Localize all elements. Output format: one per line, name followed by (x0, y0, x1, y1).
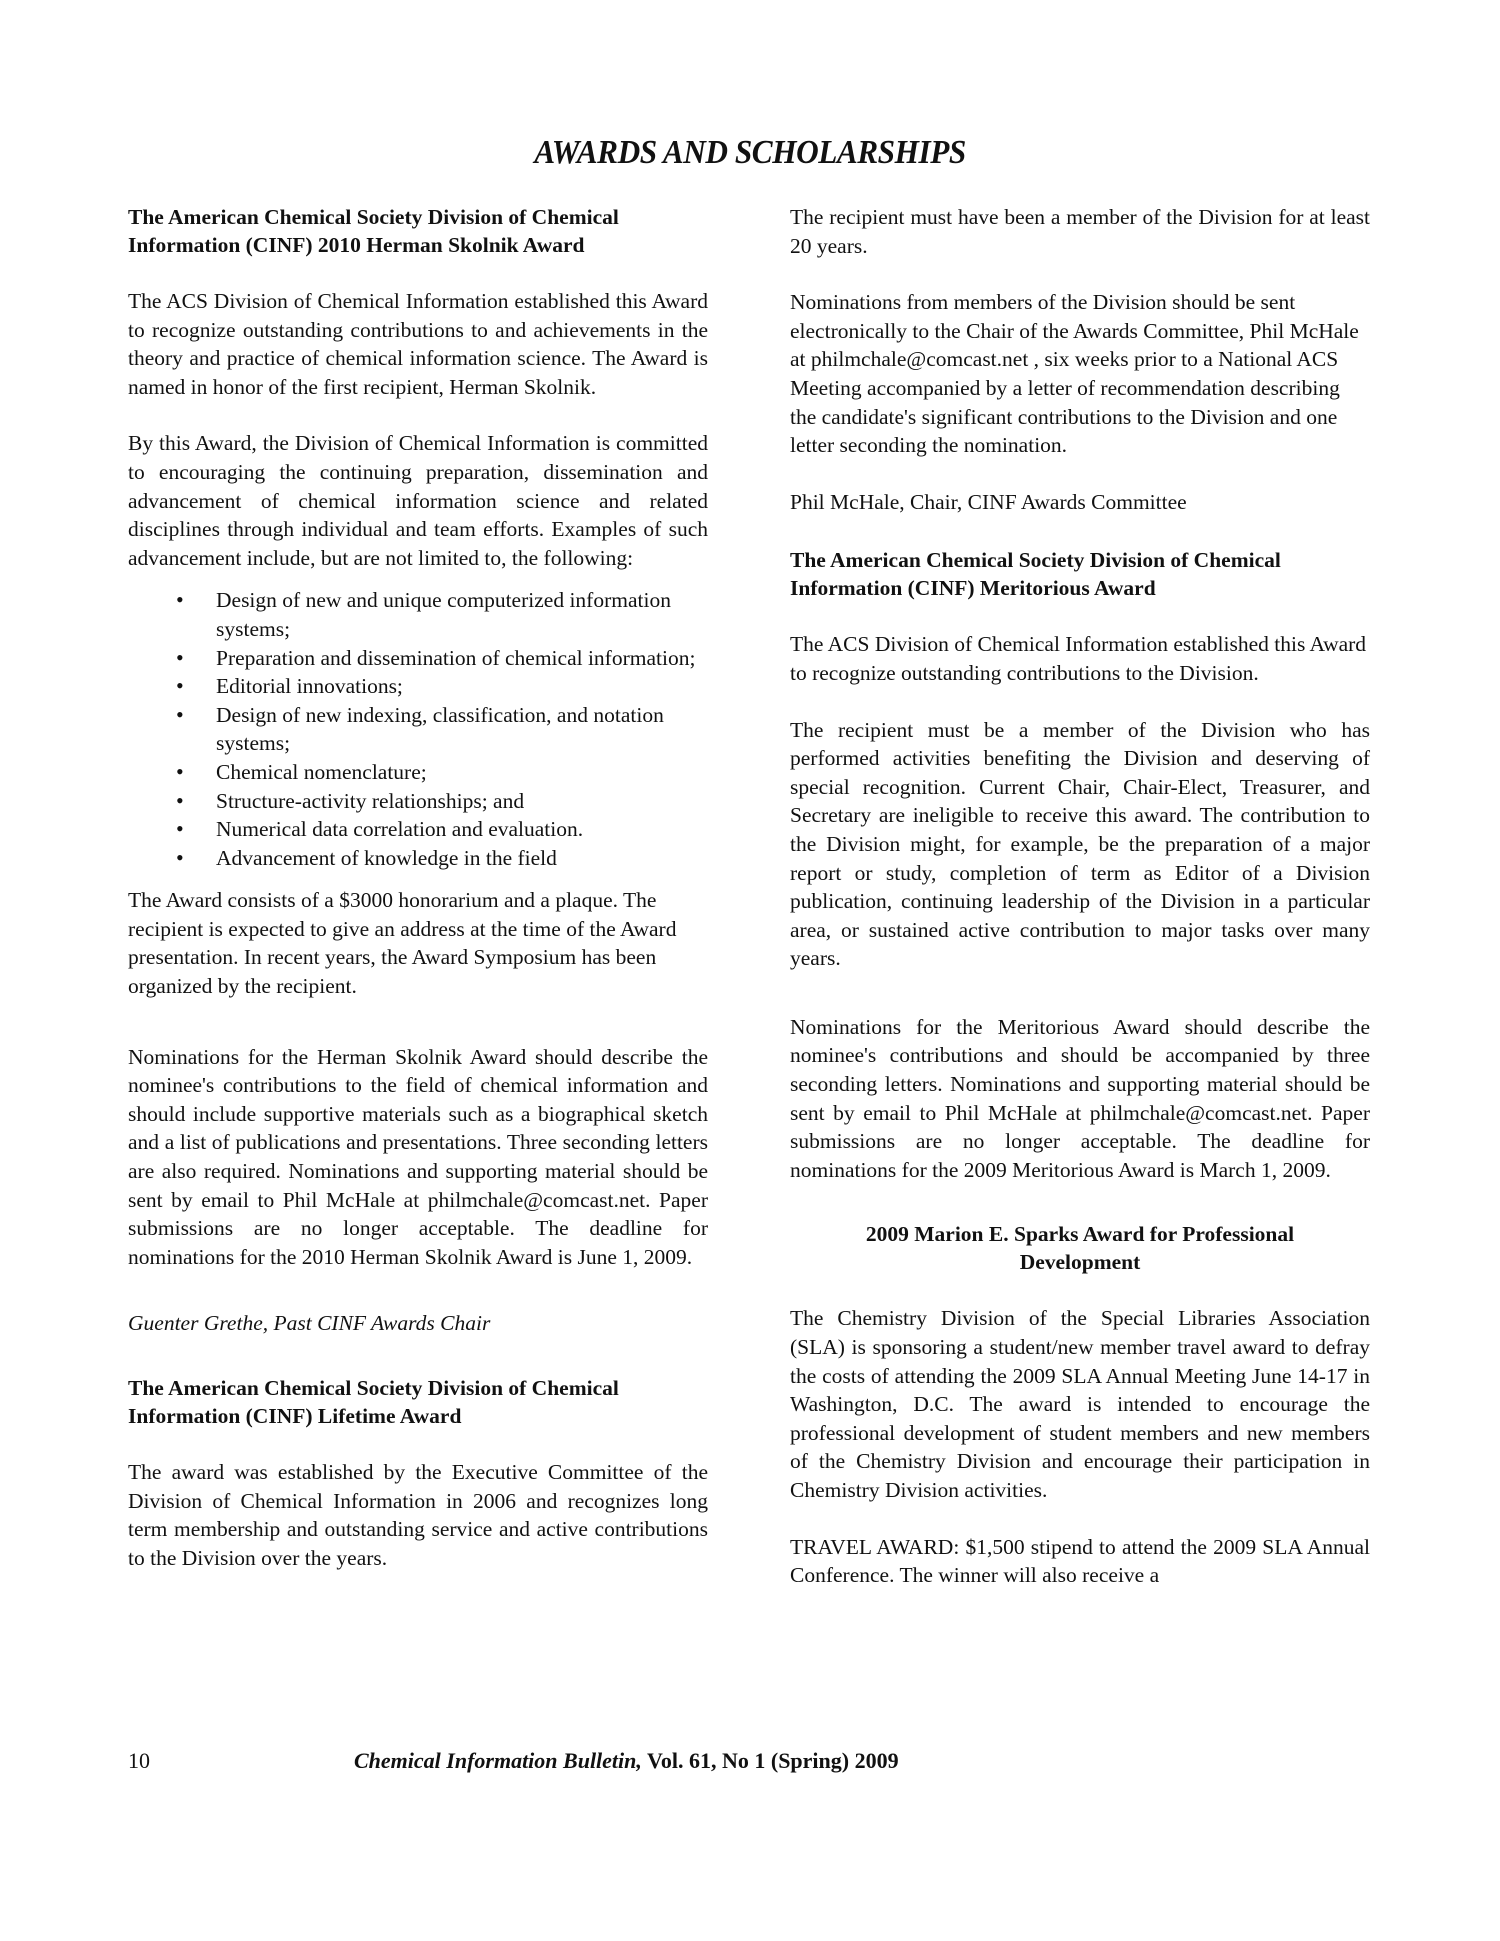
lifetime-award-section (128, 1374, 708, 1572)
right-column (790, 203, 1370, 1618)
sparks-award-heading: 2009 Marion E. Sparks Award for Professional Development (865, 1222, 1295, 1275)
journal-name: Chemical Information Bulletin, (354, 1748, 642, 1773)
sparks-intro-paragraph: The Chemistry Division of the Special Libraries Association (SLA) is sponsoring a student/new member travel award to defray the costs of attending the 2009 SLA Annual Meeting June 14-17 in Washington, D.C. The award is intended to encourage the professional development of student members and new members of the Chemistry Division and encourage their participation in Chemistry Division activities. (790, 1306, 1370, 1502)
list-item: • Chemical nomenclature; (128, 758, 708, 787)
list-item: • Design of new indexing, classification, and notation systems; (128, 701, 708, 758)
lifetime-award-continued (790, 203, 1370, 516)
list-item: • Preparation and dissemination of chemical information; (128, 644, 708, 673)
list-item: • Design of new and unique computerized information systems; (128, 586, 708, 643)
advancement-examples-list (128, 586, 708, 872)
skolnik-signature: Guenter Grethe, Past CINF Awards Chair (128, 1311, 491, 1336)
meritorious-nominations-paragraph: Nominations for the Meritorious Award should describe the nominee's contributions and should be accompanied by three seconding letters. Nominations and supporting material should be sent by email to Phil McHale at philmchale@comcast.net. Paper submissions are no longer acceptable. The deadline for nominations for the 2009 Meritorious Award is March 1, 2009. (790, 1014, 1370, 1182)
sparks-travel-award-paragraph: TRAVEL AWARD: $1,500 stipend to attend the 2009 SLA Annual Conference. The winner will also receive a (790, 1534, 1370, 1588)
journal-issue: Vol. 61, No 1 (Spring) 2009 (641, 1748, 899, 1773)
skolnik-nominations-paragraph: Nominations for the Herman Skolnik Award should describe the nominee's contributions to the field of chemical information and should include supportive materials such as a biographical sketch and a list of publications and presentations. Three seconding letters are also required. Nominations and supporting material should be sent by email to Phil McHale at philmchale@comcast.net. Paper submissions are no longer acceptable. The deadline for nominations for the 2010 Herman Skolnik Award is June 1, 2009. (128, 1044, 708, 1269)
page-number: 10 (128, 1748, 150, 1773)
page-title: AWARDS AND SCHOLARSHIPS (534, 134, 966, 171)
skolnik-prize-paragraph: The Award consists of a $3000 honorarium and a plaque. The recipient is expected to give an address at the time of the Award presentation. In recent years, the Award Symposium has been organized by the recipient. (128, 888, 677, 999)
journal-citation (354, 1748, 899, 1774)
lifetime-nominations-paragraph: Nominations from members of the Division should be sent electronically to the Chair of the Awards Committee, Phil McHale at philmchale@comcast.net , six weeks prior to a National ACS Meeting accompanied by a letter of recommendation describing the candidate's significant contributions to the Division and one letter seconding the nomination. (790, 290, 1359, 458)
lifetime-intro-paragraph: The award was established by the Executive Committee of the Division of Chemical Information in 2006 and recognizes long term membership and outstanding service and active contributions to the Division over the years. (128, 1460, 708, 1570)
lifetime-eligibility-paragraph: The recipient must have been a member of the Division for at least 20 years. (790, 205, 1370, 258)
lifetime-signature: Phil McHale, Chair, CINF Awards Committee (790, 489, 1187, 514)
left-column (128, 203, 708, 1600)
meritorious-award-section (790, 546, 1370, 1184)
skolnik-award-heading: The American Chemical Society Division of Chemical Information (CINF) 2010 Herman Skolnik Award (128, 205, 619, 257)
sparks-award-section (790, 1220, 1370, 1589)
meritorious-intro-paragraph: The ACS Division of Chemical Information established this Award to recognize outstanding contributions to the Division. (790, 632, 1367, 685)
skolnik-purpose-paragraph: By this Award, the Division of Chemical Information is committed to encouraging the continuing preparation, dissemination and advancement of chemical information science and related disciplines through individual and team efforts. Examples of such advancement include, but are not limited to, the following: (128, 431, 708, 570)
list-item: • Structure-activity relationships; and (128, 787, 708, 816)
meritorious-award-heading: The American Chemical Society Division of Chemical Information (CINF) Meritorious Award (790, 548, 1281, 601)
meritorious-eligibility-paragraph: The recipient must be a member of the Division who has performed activities benefiting the Division and deserving of special recognition. Current Chair, Chair-Elect, Treasurer, and Secretary are ineligible to receive this award. The contribution to the Division might, for example, be the preparation of a major report or study, completion of term as Editor of a Division publication, continuing leadership of the Division in a particular area, or sustained active contribution to major tasks over many years. (790, 717, 1370, 971)
list-item: • Editorial innovations; (128, 672, 708, 701)
skolnik-intro-paragraph: The ACS Division of Chemical Information established this Award to recognize outstanding contributions to and achievements in the theory and practice of chemical information science. The Award is named in honor of the first recipient, Herman Skolnik. (128, 289, 708, 399)
list-item: • Numerical data correlation and evaluation. (128, 815, 708, 844)
skolnik-award-section (128, 203, 708, 1338)
list-item: • Advancement of knowledge in the field (128, 844, 708, 873)
lifetime-award-heading: The American Chemical Society Division of Chemical Information (CINF) Lifetime Award (128, 1376, 619, 1428)
